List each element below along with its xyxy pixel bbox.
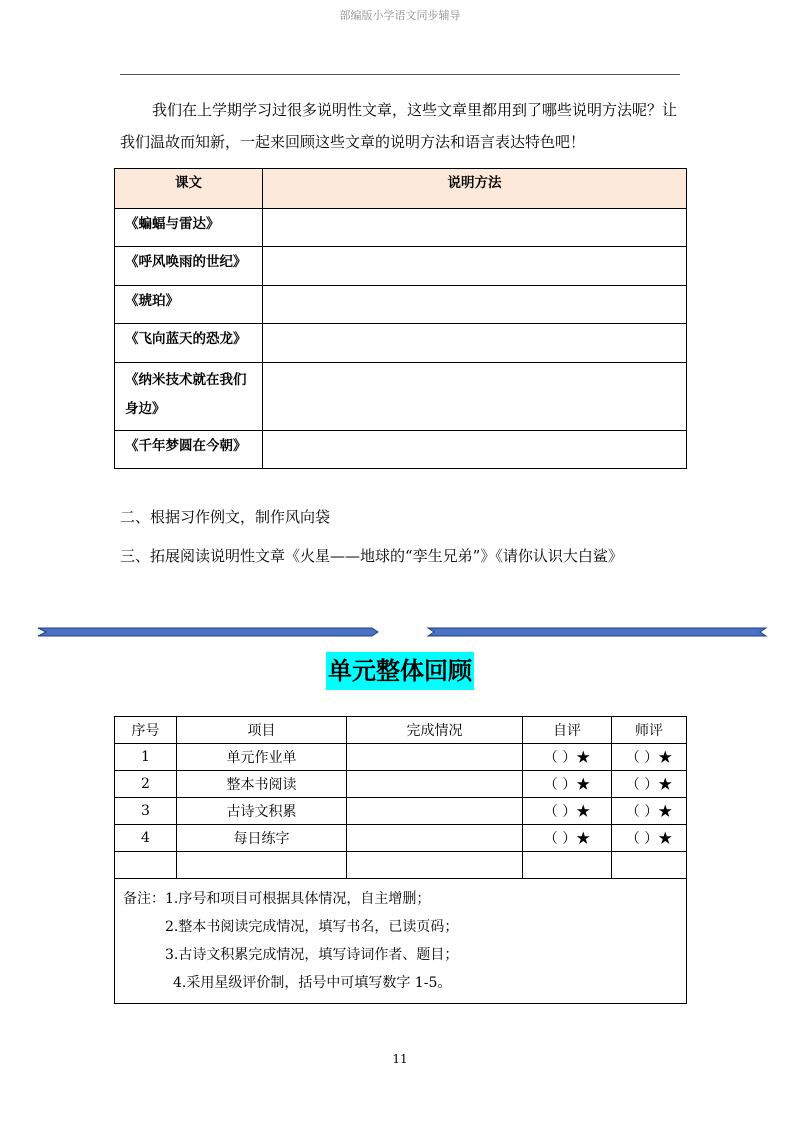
table-row xyxy=(115,431,687,469)
text-title-cell: 《千年梦圆在今朝》 xyxy=(115,431,263,469)
method-cell[interactable] xyxy=(263,209,687,247)
teacher-rating[interactable]: （ ）★ xyxy=(612,825,687,852)
running-header: 部编版小学语文同步辅导 xyxy=(339,9,461,22)
table-header-row xyxy=(115,169,687,209)
table-row xyxy=(115,324,687,363)
intro-paragraph: 我们在上学期学习过很多说明性文章，这些文章里都用到了哪些说明方法呢？让我们温故而知新，一起来回顾这些文章的说明方法和语言表达特色吧！ xyxy=(120,101,678,151)
row-number: 2 xyxy=(115,771,177,798)
note-line: 2.整本书阅读完成情况，填写书名，已读页码； xyxy=(165,919,459,935)
explanation-methods-table xyxy=(114,168,687,469)
empty-row xyxy=(115,852,687,879)
method-cell[interactable] xyxy=(263,431,687,469)
row-status[interactable] xyxy=(347,744,523,771)
row-item: 整本书阅读 xyxy=(177,771,347,798)
table-row xyxy=(115,825,687,852)
text-title-cell: 《琥珀》 xyxy=(115,286,263,324)
section-title: 单元整体回顾 xyxy=(326,652,474,690)
text-title-cell: 《蝙蝠与雷达》 xyxy=(115,209,263,247)
column-header-item: 项目 xyxy=(177,717,347,744)
row-number: 3 xyxy=(115,798,177,825)
column-header-text: 课文 xyxy=(115,169,263,209)
self-rating[interactable]: （ ）★ xyxy=(523,798,612,825)
table-row xyxy=(115,209,687,247)
method-cell[interactable] xyxy=(263,324,687,363)
row-status[interactable] xyxy=(347,825,523,852)
teacher-rating[interactable]: （ ）★ xyxy=(612,744,687,771)
notes-row xyxy=(115,879,687,1004)
unit-review-table xyxy=(114,716,687,1004)
method-cell[interactable] xyxy=(263,286,687,324)
blank-cell[interactable] xyxy=(347,852,523,879)
table-row xyxy=(115,744,687,771)
column-header-status: 完成情况 xyxy=(347,717,523,744)
row-item: 单元作业单 xyxy=(177,744,347,771)
blank-cell[interactable] xyxy=(115,852,177,879)
blank-cell[interactable] xyxy=(523,852,612,879)
self-rating[interactable]: （ ）★ xyxy=(523,744,612,771)
table-row xyxy=(115,771,687,798)
table-row xyxy=(115,798,687,825)
table-row xyxy=(115,363,687,431)
row-status[interactable] xyxy=(347,798,523,825)
note-line: 备注：1.序号和项目可根据具体情况，自主增删； xyxy=(123,891,431,907)
blank-cell[interactable] xyxy=(177,852,347,879)
column-header-method: 说明方法 xyxy=(263,169,687,209)
column-header-teacher-eval: 师评 xyxy=(612,717,687,744)
section-divider xyxy=(0,622,800,642)
table-header-row xyxy=(115,717,687,744)
blank-cell[interactable] xyxy=(612,852,687,879)
row-status[interactable] xyxy=(347,771,523,798)
task-two: 二、根据习作例文，制作风向袋 xyxy=(120,508,331,526)
note-line: 4.采用星级评价制，括号中可填写数字 1-5。 xyxy=(173,975,452,991)
header-rule xyxy=(120,74,680,75)
table-row xyxy=(115,286,687,324)
column-header-number: 序号 xyxy=(115,717,177,744)
method-cell[interactable] xyxy=(263,363,687,431)
method-cell[interactable] xyxy=(263,247,687,286)
note-line: 3.古诗文积累完成情况，填写诗词作者、题目； xyxy=(165,947,459,963)
page-number: 11 xyxy=(392,1052,408,1066)
text-title-cell: 《呼风唤雨的世纪》 xyxy=(115,247,263,286)
table-row xyxy=(115,247,687,286)
row-item: 每日练字 xyxy=(177,825,347,852)
teacher-rating[interactable]: （ ）★ xyxy=(612,771,687,798)
text-title-cell: 《飞向蓝天的恐龙》 xyxy=(115,324,263,363)
column-header-self-eval: 自评 xyxy=(523,717,612,744)
self-rating[interactable]: （ ）★ xyxy=(523,771,612,798)
task-three: 三、拓展阅读说明性文章《火星——地球的“孪生兄弟”》《请你认识大白鲨》 xyxy=(120,547,623,565)
notes-cell xyxy=(115,879,687,1004)
self-rating[interactable]: （ ）★ xyxy=(523,825,612,852)
row-number: 4 xyxy=(115,825,177,852)
row-number: 1 xyxy=(115,744,177,771)
teacher-rating[interactable]: （ ）★ xyxy=(612,798,687,825)
row-item: 古诗文积累 xyxy=(177,798,347,825)
text-title-cell: 《纳米技术就在我们身边》 xyxy=(115,363,263,431)
